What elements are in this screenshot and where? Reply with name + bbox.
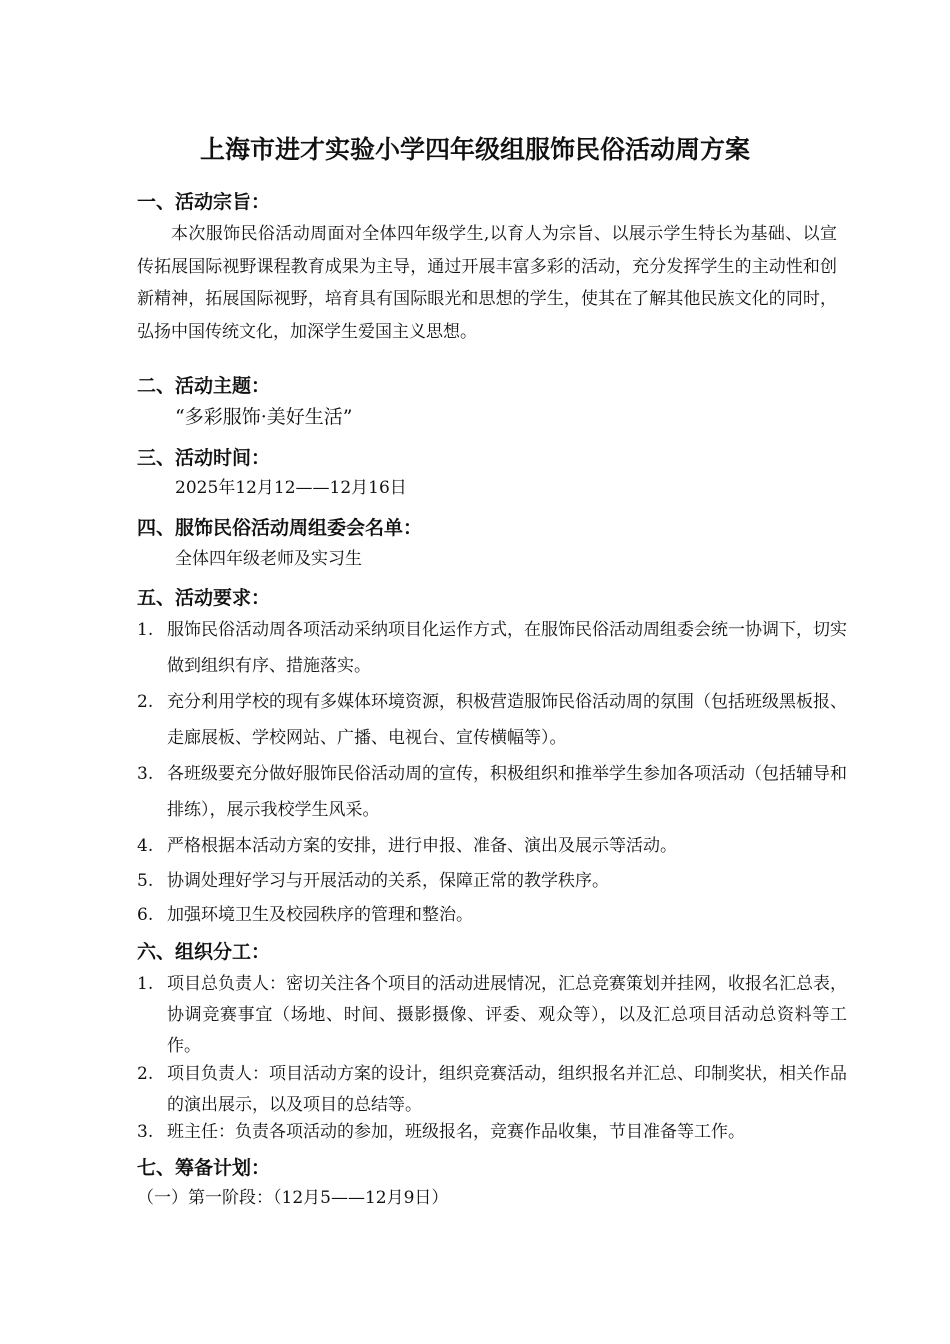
item-text: 项目负责人：项目活动方案的设计，组织竞赛活动，组织报名并汇总、印制奖状，相关作品的演出展示，以及项目的总结等。 — [167, 1064, 847, 1115]
activity-theme: “多彩服饰·美好生活” — [175, 406, 353, 428]
item-text: 服饰民俗活动周各项活动采纳项目化运作方式，在服饰民俗活动周组委会统一协调下，切实做到组织有序、措施落实。 — [167, 620, 847, 676]
item-number: 3. — [137, 1122, 154, 1142]
item-number: 5. — [137, 871, 154, 891]
section-7-heading: 七、筹备计划： — [137, 1157, 271, 1179]
document-title: 上海市进才实验小学四年级组服饰民俗活动周方案 — [199, 135, 750, 164]
item-text: 协调处理好学习与开展活动的关系，保障正常的教学秩序。 — [167, 871, 609, 891]
activity-time: 2025年12月12——12月16日 — [175, 478, 407, 498]
item-text: 充分利用学校的现有多媒体环境资源，积极营造服饰民俗活动周的氛围（包括班级黑板报、走廊展板、学校网站、广播、电视台、宣传横幅等）。 — [167, 692, 847, 748]
item-number: 2. — [137, 692, 154, 712]
item-text: 班主任：负责各项活动的参加，班级报名，竞赛作品收集，节目准备等工作。 — [167, 1122, 745, 1142]
committee-list: 全体四年级老师及实习生 — [175, 549, 362, 569]
item-number: 1. — [137, 974, 154, 994]
item-number: 3. — [137, 764, 154, 784]
item-text: 各班级要充分做好服饰民俗活动周的宣传，积极组织和推举学生参加各项活动（包括辅导和排练），展示我校学生风采。 — [167, 764, 847, 820]
item-number: 6. — [137, 905, 154, 925]
item-number: 1. — [137, 620, 154, 640]
section-5-heading: 五、活动要求： — [137, 587, 271, 609]
section-1-paragraph: 本次服饰民俗活动周面对全体四年级学生,以育人为宗旨、以展示学生特长为基础、以宣传拓展国际视野课程教育成果为主导，通过开展丰富多彩的活动，充分发挥学生的主动性和创新精神，拓展国际视野，培育具有国际眼光和思想的学生，使其在了解其他民族文化的同时，弘扬中国传统文化，加深学生爱国主义思想。 — [137, 224, 837, 342]
item-number: 2. — [137, 1064, 154, 1084]
section-6-heading: 六、组织分工： — [137, 941, 271, 963]
section-3-heading: 三、活动时间： — [137, 447, 271, 469]
item-text: 严格根据本活动方案的安排，进行申报、准备、演出及展示等活动。 — [167, 836, 677, 856]
item-number: 4. — [137, 836, 154, 856]
section-2-heading: 二、活动主题： — [137, 375, 271, 397]
section-4-heading: 四、服饰民俗活动周组委会名单： — [137, 517, 423, 539]
phase-one-line: （一）第一阶段：（12月5——12月9日） — [137, 1188, 449, 1208]
section-1-heading: 一、活动宗旨： — [137, 191, 271, 213]
item-text: 项目总负责人：密切关注各个项目的活动进展情况，汇总竞赛策划并挂网，收报名汇总表，协调竞赛事宜（场地、时间、摄影摄像、评委、观众等），以及汇总项目活动总资料等工作。 — [167, 974, 847, 1056]
item-text: 加强环境卫生及校园秩序的管理和整治。 — [167, 905, 473, 925]
